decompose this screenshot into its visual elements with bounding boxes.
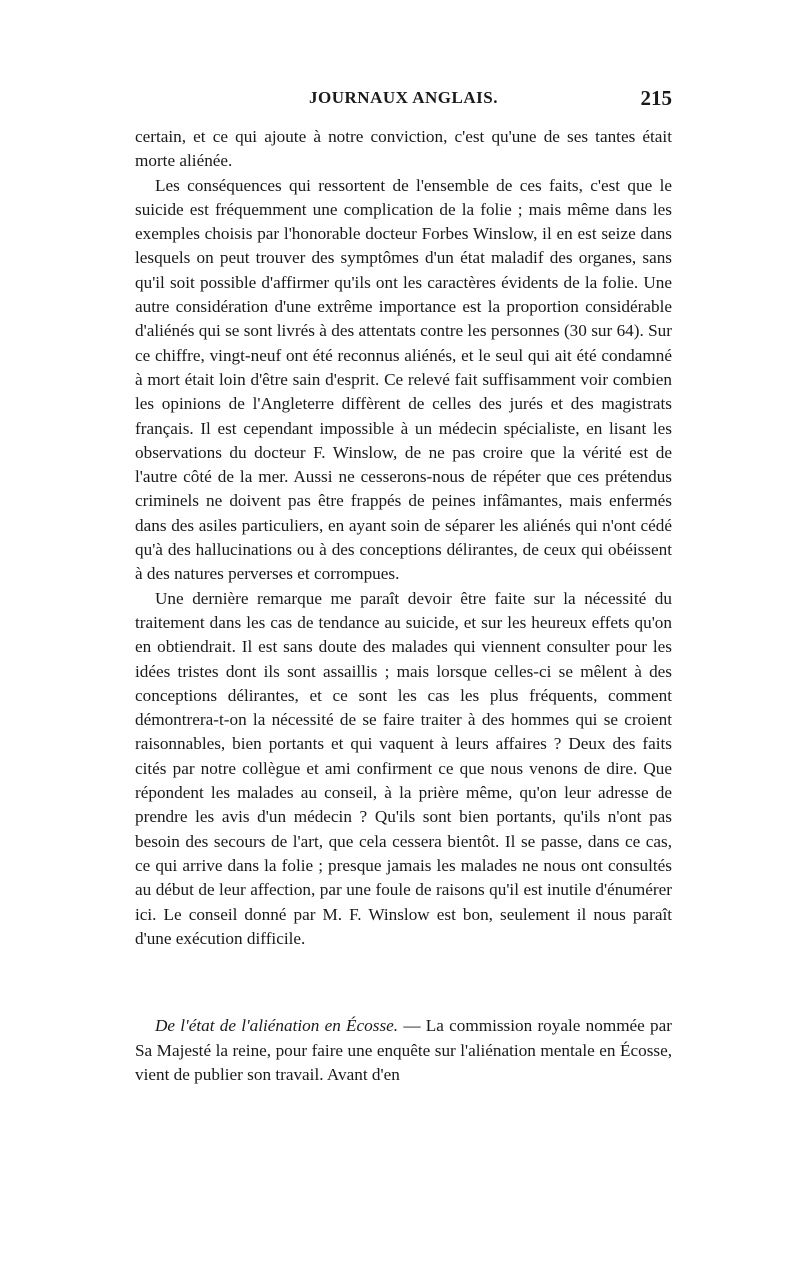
paragraph-treatment: Une dernière remarque me paraît devoir être faite sur la nécessité du traitement dans les cas de tendance au suicide, et sur les heureux effets qu'on en obtiendrait. Il est sans doute des malades qui viennent consulter pour les idées tristes dont ils sont assaillis ; mais lorsque celles-ci se mêlent à des conceptions délirantes, et ce sont les cas les plus fréquents, comment démontrera-t-on la nécessité de se faire traiter à des hommes qui se croient raisonnables, bien portants et qui vaquent à leurs affaires ? Deux des faits cités par notre collègue et ami confirment ce que nous venons de dire. Que répondent les malades au conseil, à la prière même, qu'on leur adresse de prendre les avis d'un médecin ? Qu'ils sont bien portants, qu'ils n'ont pas besoin des secours de l'art, que cela cessera bientôt. Il se passe, dans ce cas, ce qui arrive dans la folie ; presque jamais les malades ne nous ont consultés au début de leur affection, par une foule de raisons qu'il est inutile d'énumérer ici. Le conseil donné par M. F. Winslow est bon, seulement il nous paraît d'une exécution difficile. bbox=[135, 588, 672, 948]
section-dash: — bbox=[398, 1016, 426, 1035]
body-text bbox=[135, 125, 672, 951]
section-text: La commission royale nommée par Sa Majesté la reine, pour faire une enquête sur l'aliénation mentale en Écosse, vient de publier son travail. Avant d'en bbox=[135, 1016, 673, 1084]
section-scotland bbox=[135, 1014, 672, 1088]
section-paragraph bbox=[135, 1014, 672, 1088]
page-number: 215 bbox=[640, 86, 672, 110]
section-title: De l'état de l'aliénation en Écosse. bbox=[155, 1016, 399, 1035]
paragraph-continuation: certain, et ce qui ajoute à notre conviction, c'est qu'une de ses tantes était morte aliénée. bbox=[135, 127, 672, 171]
page-header bbox=[135, 88, 672, 118]
paragraph-consequences: Les conséquences qui ressortent de l'ensemble de ces faits, c'est que le suicide est fréquemment une complication de la folie ; mais même dans les exemples choisis par l'honorable docteur Forbes Winslow, il en est seize dans lesquels on peut trouver des symptômes d'un état maladif des organes, sans qu'il soit possible d'affirmer qu'ils ont les caractères évidents de la folie. Une autre considération d'une extrême importance est la proportion considérable d'aliénés qui se sont livrés à des attentats contre les personnes (30 sur 64). Sur ce chiffre, vingt-neuf ont été reconnus aliénés, et le seul qui ait été condamné à mort était loin d'être sain d'esprit. Ce relevé fait suffisamment voir combien les opinions de l'Angleterre diffèrent de celles des jurés et des magistrats français. Il est cependant impossible à un médecin spécialiste, en lisant les observations du docteur F. Winslow, de ne pas croire que la vérité est de l'autre côté de la mer. Aussi ne cesserons-nous de répéter que ces prétendus criminels ne doivent pas être frappés de peines infâmantes, mais enfermés dans des asiles particuliers, en ayant soin de séparer les aliénés qui n'ont cédé qu'à des hallucinations ou à des conceptions délirantes, de ceux qui obéissent à des natures perverses et corrompues. bbox=[135, 175, 672, 584]
running-title: JOURNAUX ANGLAIS. bbox=[309, 88, 498, 107]
